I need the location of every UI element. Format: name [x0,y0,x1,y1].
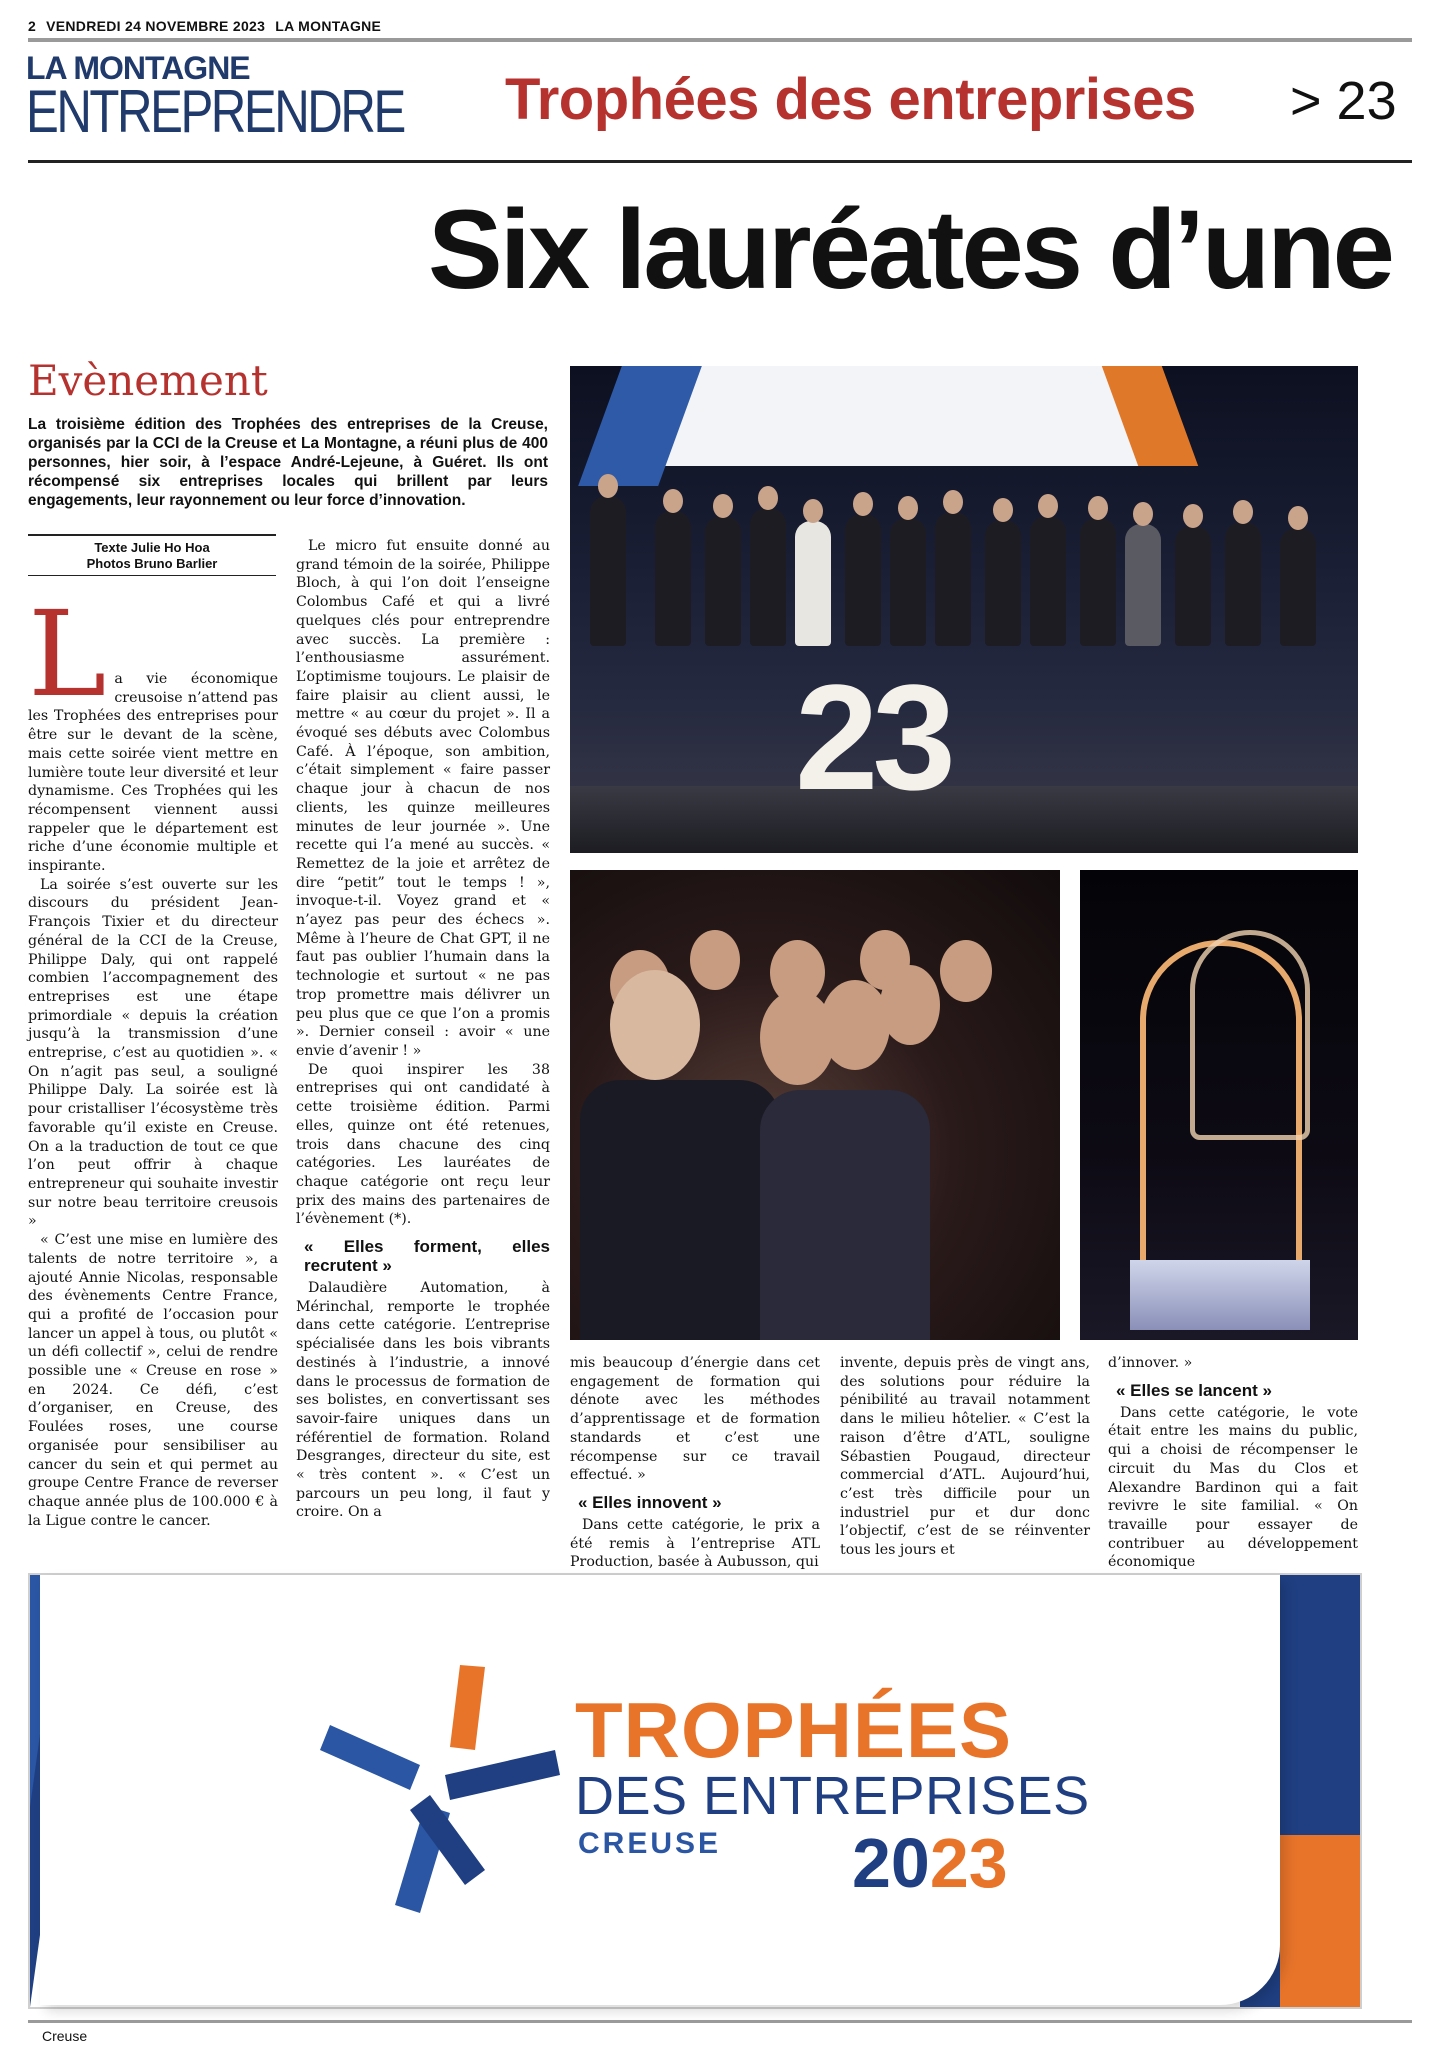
headline: Six lauréates d’une [428,187,1392,312]
brand-line2: ENTREPRENDRE [26,78,404,145]
article-paragraph: a vie économique creusoise n’attend pas les Trophées des entreprises pour être sur le devant de la scène, mais cette soirée vient mettre en lumière toute leur diversité et leur dynamisme. Ces Trophées qui les récompensent viennent aussi rappeler que le département est riche d’une économie multiple et inspirante. [28,671,278,875]
article-column-5 [1108,1354,1358,1571]
top-rule [28,38,1412,42]
article-paragraph: invente, depuis près de vingt ans, des solutions pour réduire la pénibilité au travail notamment dans le milieu hôtelier. « C’est la raison d’être d’ATL, souligne Sébastien Pougaud, directeur commercial d’ATL. Aujourd’hui, c’est très difficile pour un industriel pur et dur donc l’objectif, c’est de se réinventer tous les jours et [840,1355,1090,1559]
article-paragraph: Dans cette catégorie, le vote était entre les mains du public, qui a choisi de récompenser le circuit du Mas du Clos et Alexandre Bardinon qui a fait revivre le site familial. « On travaille pour essayer de contribuer au développement économique [1108,1404,1358,1571]
lead-paragraph: La troisième édition des Trophées des entreprises de la Creuse, organisés par la CCI de la Creuse et La Montagne, a réuni plus de 400 personnes, hier soir, à l’espace André-Lejeune, à Guéret. Ils ont récompensé six entreprises locales qui brillent par leurs engagements, leur rayonnement ou leur force d’innovation. [28,416,548,509]
article-paragraph: Le micro fut ensuite donné au grand témoin de la soirée, Philippe Bloch, à qui l’on doit l’enseigne Colombus Café et qui a livré quelques clés pour entreprendre avec succès. La première : l’enthousiasme assurément. L’optimisme toujours. Le plaisir de faire plaisir au client aussi, le mettre « au cœur du projet ». Il a évoqué ses débuts avec Colombus Café. À l’époque, son ambition, c’était simplement « faire passer chaque jour à chacun de nos clients, les quinze meilleures minutes de leur journée ». Une recette qui l’a mené au succès. « Remettez de la joie et arrêtez de dire “petit” tout le temps ! », invoque-t-il. Voyez grand et « n’ayez pas peur des échecs ». Même à l’heure de Chat GPT, il ne faut pas oublier l’humain dans la technologie et surtout « ne pas trop promettre mais délivrer un peu plus que ce que l’on a promis ». Dernier conseil : avoir « une envie d’avenir ! » [296,538,550,1059]
byline-photos: Photos Bruno Barlier [86,556,218,571]
section-brand [26,50,487,145]
article-column-3 [570,1354,820,1571]
trophies-logo-icon [310,1655,570,1915]
byline-text: Texte Julie Ho Hoa [94,540,210,555]
byline [28,534,276,576]
article-paragraph: De quoi inspirer les 38 entreprises qui ont candidaté à cette troisième édition. Parmi elles, quinze ont été retenues, trois dans chacune des cinq catégories. Les lauréates de chaque catégorie ont reçu leur prix des mains des partenaires de l’évènement (*). [296,1061,550,1228]
footer-edition: Creuse [42,2028,88,2044]
brand-line1: LA MONTAGNE [26,50,250,86]
stage-screen [640,366,1160,466]
banner-line3: CREUSE [578,1827,722,1860]
photo-laureates-stage [570,366,1358,853]
stage-number-23: 23 [795,653,950,821]
article-paragraph: d’innover. » [1108,1355,1193,1371]
page-reference: > 23 [1290,71,1397,131]
article-paragraph: Dans cette catégorie, le prix a été remis à l’entreprise ATL Production, basée à Aubusson, qui [570,1516,820,1571]
page-number: 2 [28,18,37,34]
subheading: « Elles innovent » [578,1492,722,1512]
photo-audience [570,870,1060,1340]
drop-cap: L [28,585,107,723]
issue-date: VENDREDI 24 NOVEMBRE 2023 [46,18,266,34]
article-paragraph: « C’est une mise en lumière des talents de notre territoire », a ajouté Annie Nicolas, responsable des évènements Centre France, qui a profité de l’occasion pour lancer un appel à tous, ou plutôt « un défi collectif », celui de rendre possible une « Creuse en rose » en 2024. Ce défi, c’est d’organiser, en Creuse, des Foulées roses, une course organisée pour sensibiliser au cancer du sein et qui permet au groupe Centre France de reverser chaque année plus de 100.000 € à la Ligue contre le cancer. [28,1232,278,1529]
banner-line2: DES ENTREPRISES [575,1766,1090,1826]
article-paragraph: La soirée s’est ouverte sur les discours du président Jean-François Tixier et du directeur général de la CCI de la Creuse, Philippe Daly, qui ont rappelé combien l’accompagnement des entreprises est une étape primordiale « depuis la création jusqu’à la transmission d’une entreprise, c’est au quotidien ». « On n’agit pas seul, a souligné Philippe Daly. La soirée est là pour cristalliser l’écosystème très favorable qu’il existe en Creuse. On a la traduction de tout ce que l’on peut offrir à chaque entrepreneur qui souhaite investir sur notre beau territoire creusois » [28,876,278,1230]
header-rule [28,160,1412,163]
article-paragraph: Dalaudière Automation, à Mérinchal, remporte le trophée dans cette catégorie. L’entreprise spécialisée dans les bois vibrants destinés à l’industrie, a innové dans le processus de formation de ses bolistes, en convertissant ses savoir-faire uniques dans un référentiel de formation. Roland Desgranges, directeur du site, est « très content ». « C’est un parcours un peu long, il faut y croire. On a [296,1280,550,1521]
subheading: « Elles se lancent » [1116,1380,1272,1400]
photo-trophy [1080,870,1358,1340]
folio [28,18,391,34]
trophy-base [1130,1260,1310,1330]
article-paragraph: mis beaucoup d’énergie dans cet engagement de formation qui dénote avec les méthodes d’apprentissage et de formation standards et c’est une récompense sur ce travail effectué. » [570,1355,820,1484]
footer-rule [28,2020,1412,2023]
section-title: Trophées des entreprises [505,67,1196,132]
kicker: Evènement [28,356,268,405]
subheading: « Elles forment, elles recrutent » [304,1237,550,1276]
article-column-1 [28,585,278,1560]
banner-year: 2023 [852,1824,1008,1902]
trophies-banner [28,1573,1362,2009]
banner-line1: TROPHÉES [575,1686,1013,1774]
article-column-4 [840,1354,1090,1560]
laureates-group [580,486,1350,646]
article-column-2 [296,537,550,1560]
paper-name: LA MONTAGNE [275,18,382,34]
